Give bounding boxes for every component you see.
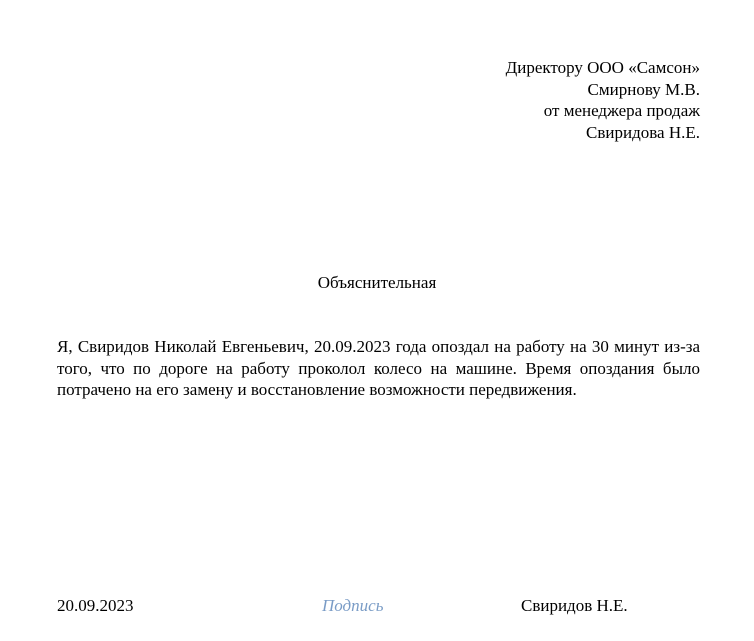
sender-line: от менеджера продаж (543, 101, 700, 120)
addressee-line: Смирнову М.В. (587, 79, 700, 99)
document-body: Я, Свиридов Николай Евгеньевич, 20.09.2023 года опоздал на работу на 30 минут из-за того, что по дороге на работу проколол колесо на машине. Время опоздания было потрачено на его замену и восстановление возможности передвижения. (57, 337, 700, 399)
sender-line: Свиридова Н.Е. (586, 122, 700, 142)
footer-name: Свиридов Н.Е. (521, 596, 628, 615)
addressee-block (506, 57, 700, 143)
document-title: Объяснительная (317, 273, 437, 292)
addressee-line: Директору ООО «Самсон» (505, 58, 700, 77)
footer-date: 20.09.2023 (57, 596, 134, 615)
signature-placeholder: Подпись (322, 596, 384, 615)
